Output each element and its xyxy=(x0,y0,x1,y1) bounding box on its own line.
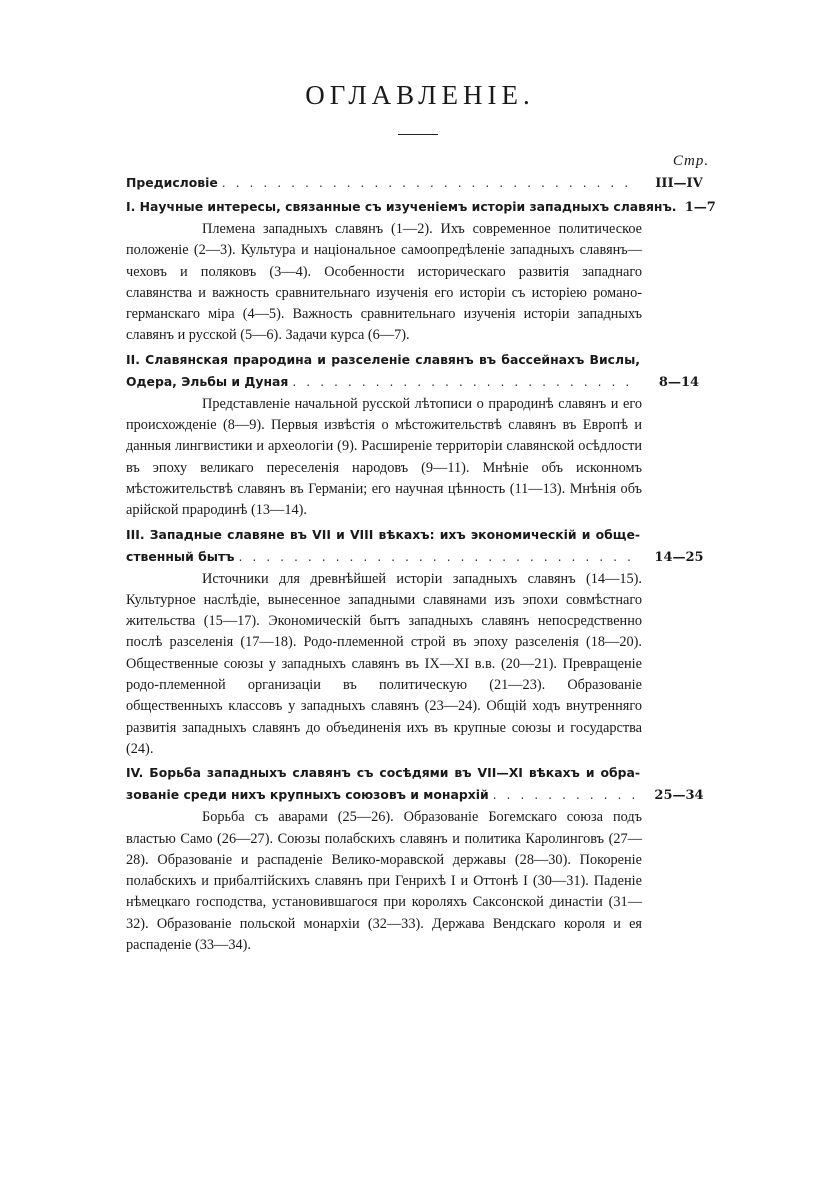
toc-entry-chapter-4 xyxy=(126,762,716,956)
toc-heading-text: Одера, Эльбы и Дуная xyxy=(126,373,289,389)
leader-dots xyxy=(292,371,638,393)
toc-heading-text: III. Западные славяне въ VII и VIII вѣкахъ: ихъ экономическій и обще- xyxy=(126,526,640,542)
toc-heading-line-2[interactable] xyxy=(126,784,716,807)
toc-heading[interactable] xyxy=(126,172,716,195)
toc-summary-text: Племена западныхъ славянъ (1—2). Ихъ современное политическое положеніе (2—3). Культура и національное самоопредѣленіе западныхъ славянъ—чеховъ и поляковъ (3—4). Особенности историческаго развитія западнаго славянства и важность сравнительнаго изученія его исторіи съ исторіею романо-германскаго міра (4—5). Важность сравнительнаго изученія исторіи западныхъ славянъ и русской (5—6). Задачи курса (6—7). xyxy=(126,221,642,344)
toc-summary xyxy=(126,569,642,761)
title-rule xyxy=(398,134,438,135)
toc-page-range: 8—14 xyxy=(658,374,700,390)
toc-heading-line-2[interactable] xyxy=(126,371,716,394)
table-of-contents xyxy=(126,172,716,956)
toc-heading-line-2[interactable] xyxy=(126,546,716,569)
toc-heading-text: II. Славянская прародина и разселеніе славянъ въ бассейнахъ Вислы, xyxy=(126,351,640,367)
toc-heading-text: ственный бытъ xyxy=(126,548,235,564)
toc-page-range: 1—7 xyxy=(684,200,716,215)
leader-dots xyxy=(238,546,638,568)
toc-heading-line-1[interactable] xyxy=(126,524,716,546)
toc-entry-preface xyxy=(126,172,716,195)
toc-heading-text: Предисловіе xyxy=(126,175,218,190)
toc-entry-chapter-3 xyxy=(126,524,716,761)
toc-summary-text: Источники для древнѣйшей исторіи западныхъ славянъ (14—15). Культурное наслѣдіе, вынесенное западными славянами изъ эпохи совмѣстнаго жительства (15—17). Экономическій бытъ западныхъ славянъ непосредственно послѣ разселенія (17—18). Родо-племенной строй въ эпоху разселенія (18—20). Общественные союзы у западныхъ славянъ въ IX—XI в.в. (20—21). Превращеніе родо-племенной организаціи въ политическую (21—23). Образованіе общественныхъ классовъ у западныхъ славянъ (23—24). Общій ходъ внутренняго развитія западныхъ славянъ до объединенія ихъ въ крупные союзы и государства (24). xyxy=(126,570,642,757)
toc-heading-text: зованіе среди нихъ крупныхъ союзовъ и монархій xyxy=(126,787,489,803)
toc-summary-text: Представленіе начальной русской лѣтописи о прародинѣ славянъ и его происхожденіе (8—9). Первыя извѣстія о мѣстожительствѣ славянъ въ Европѣ и данныя лингвистики и археологіи (9). Расширеніе территоріи славянской осѣдлости въ эпоху великаго переселенія народовъ (9—11). Мнѣніе объ исконномъ мѣстожительствѣ славянъ въ Германіи; его научная цѣнность (11—13). Мнѣнія объ арійской прародинѣ (13—14). xyxy=(126,395,642,519)
toc-summary xyxy=(126,394,642,522)
toc-heading-line-1[interactable] xyxy=(126,762,716,784)
leader-dots xyxy=(222,172,638,194)
toc-page-range: 25—34 xyxy=(654,788,704,804)
toc-heading-line-1[interactable] xyxy=(126,349,716,371)
toc-heading-text: I. Научные интересы, связанные съ изученіемъ исторіи западныхъ славянъ. xyxy=(126,199,677,214)
leader-dots xyxy=(493,784,638,806)
toc-entry-chapter-2 xyxy=(126,349,716,522)
toc-entry-chapter-1 xyxy=(126,196,716,347)
toc-page-range: III—IV xyxy=(655,176,703,191)
toc-heading-text: IV. Борьба западныхъ славянъ съ сосѣдями въ VII—XI вѣкахъ и обра- xyxy=(126,765,640,781)
toc-page-range: 14—25 xyxy=(654,549,704,565)
toc-heading[interactable] xyxy=(126,196,716,219)
toc-summary-text: Борьба съ аварами (25—26). Образованіе Богемскаго союза подъ властью Само (26—27). Союзы полабскихъ славянъ и политика Каролинговъ (27—28). Образованіе и распаденіе Велико-моравской державы (28—30). Покореніе полабскихъ и прибалтійскихъ славянъ при Генрихѣ I и Оттонѣ I (30—31). Паденіе нѣмецкаго господства, установившагося при короляхъ Саксонской династіи (31—32). Образованіе польской монархіи (32—33). Держава Вендскаго короля и ея распаденіе (33—34). xyxy=(126,809,642,954)
toc-summary xyxy=(126,219,642,347)
page-title: ОГЛАВЛЕНІЕ. xyxy=(305,80,535,110)
page-column-label: Стр. xyxy=(672,153,710,169)
toc-summary xyxy=(126,807,642,956)
